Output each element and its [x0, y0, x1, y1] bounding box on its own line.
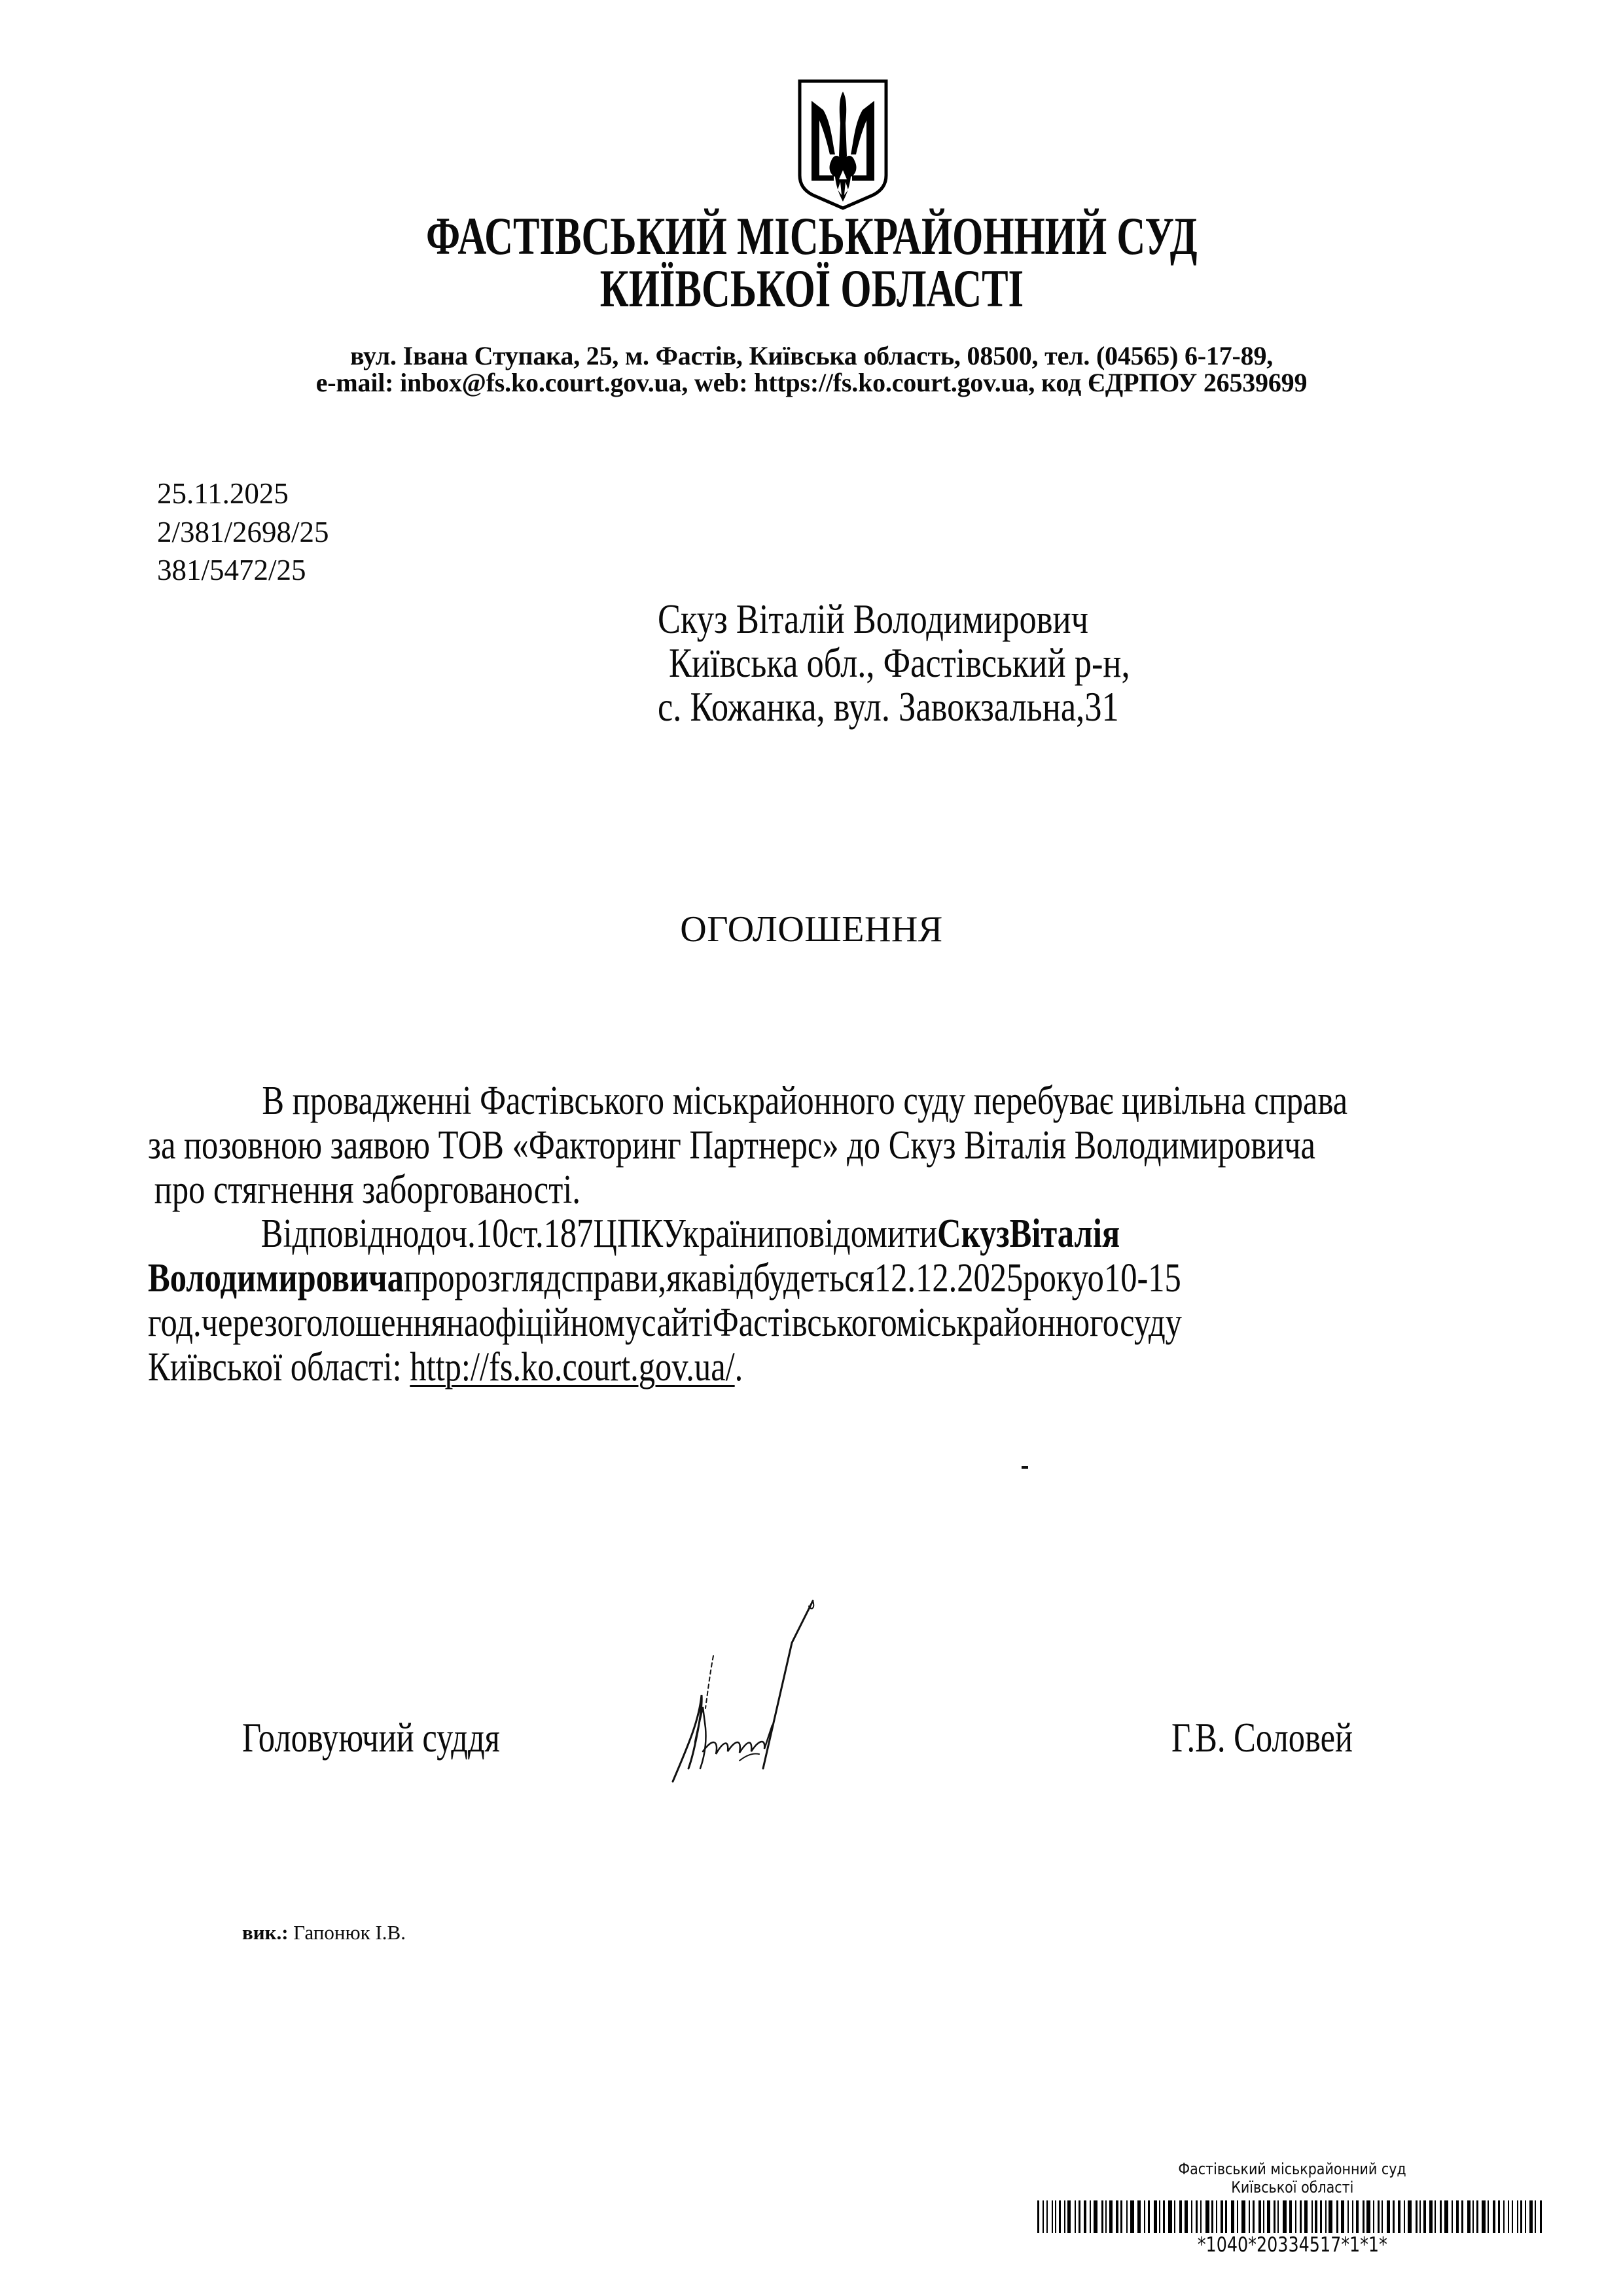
barcode-bar [1295, 2200, 1296, 2233]
barcode-bar [1540, 2200, 1542, 2233]
ukraine-trident-coat-of-arms-icon [794, 77, 891, 212]
barcode-bar [1525, 2200, 1526, 2233]
barcode-stamp [1034, 2160, 1551, 2256]
executor-note [242, 1921, 406, 1945]
barcode-bar [1408, 2200, 1412, 2233]
barcode-bar [1311, 2200, 1313, 2233]
barcode-bar [1416, 2200, 1418, 2233]
barcode-bar [1055, 2200, 1056, 2233]
recipient-address-line2: с. Кожанка, вул. Завокзальна,31 [658, 683, 1119, 730]
barcode-bar [1482, 2200, 1486, 2233]
word: ч.10 [450, 1211, 509, 1256]
recipient-block [658, 597, 1231, 728]
barcode-bar [1267, 2200, 1270, 2233]
executor-label: вик.: [242, 1921, 289, 1944]
paragraph1-line1: В провадженні Фастівського міськрайонного суду перебуває цивільна справа [262, 1079, 1348, 1123]
barcode-org-region: Київської області [1231, 2178, 1354, 2197]
barcode-bar [1043, 2200, 1044, 2233]
paragraph2-line2 [148, 1256, 1548, 1300]
barcode-bar [1387, 2200, 1390, 2233]
barcode-bar [1037, 2200, 1039, 2233]
word: офіційному [478, 1300, 642, 1345]
barcode-bar [1508, 2200, 1509, 2233]
barcode-bar [1520, 2200, 1522, 2233]
bold-word: Скуз [937, 1211, 1010, 1256]
barcode-bar [1079, 2200, 1080, 2233]
barcode-bar [1211, 2200, 1213, 2233]
word: сайті [641, 1300, 713, 1345]
barcode-bar [1325, 2200, 1327, 2233]
barcode-bar [1512, 2200, 1513, 2233]
barcode-bar [1221, 2200, 1223, 2233]
word: суду [1120, 1300, 1182, 1345]
barcode-bar [1472, 2200, 1474, 2233]
barcode-bar [1435, 2200, 1436, 2233]
barcode-bar [1467, 2200, 1471, 2233]
period: . [734, 1345, 743, 1390]
barcode-org-line1 [1034, 2160, 1551, 2178]
barcode-bar [1075, 2200, 1076, 2233]
barcode-bar [1094, 2200, 1097, 2233]
barcode-bar [1452, 2200, 1453, 2233]
barcode-bar [1277, 2200, 1279, 2233]
paragraph2-line1 [148, 1211, 1548, 1256]
barcode-bar [1444, 2200, 1448, 2233]
barcode-bar [1488, 2200, 1489, 2233]
word: 12.12.2025 [874, 1256, 1024, 1300]
barcode-bar [1373, 2200, 1374, 2233]
barcode-bar [1084, 2200, 1086, 2233]
barcode-bar [1126, 2200, 1128, 2233]
barcode-number-text: *1040*20334517*1*1* [1198, 2233, 1387, 2257]
barcode-bar [1398, 2200, 1400, 2233]
barcode-number [1034, 2234, 1551, 2256]
word: до [418, 1211, 451, 1256]
paragraph2-line4 [148, 1345, 1289, 1390]
barcode-bar [1456, 2200, 1459, 2233]
bold-defendant-name: Володимировича [148, 1256, 404, 1300]
word: ЦПК [593, 1211, 663, 1256]
barcode-bar [1440, 2200, 1442, 2233]
barcode-bar [1137, 2200, 1141, 2233]
executor-name: Гапонюк І.В. [293, 1921, 406, 1944]
barcode-bar [1225, 2200, 1227, 2233]
barcode-bar [1067, 2200, 1071, 2233]
barcode-bar [1304, 2200, 1308, 2233]
recipient-address-line1: Київська обл., Фастівський р-н, [669, 639, 1130, 686]
word: год. [148, 1300, 202, 1345]
word: міськрайонного [896, 1300, 1120, 1345]
barcode-bar [1185, 2200, 1188, 2233]
word: справи, [561, 1256, 667, 1300]
case-number: 2/381/2698/25 [157, 515, 329, 548]
bold-word: Віталія [1009, 1211, 1120, 1256]
barcode-bar [1101, 2200, 1103, 2233]
barcode-bar [1274, 2200, 1275, 2233]
court-name-text: ФАСТІВСЬКИЙ МІСЬКРАЙОННИЙ СУД [425, 206, 1198, 266]
barcode-bar [1363, 2200, 1364, 2233]
word: розгляд [454, 1256, 562, 1300]
barcode-bar [1535, 2200, 1536, 2233]
barcode-bar [1382, 2200, 1383, 2233]
court-web-contacts-line: e-mail: inbox@fs.ko.court.gov.ua, web: https://fs.ko.court.gov.ua, код ЄДРПОУ 26539699 [315, 368, 1308, 397]
barcode-bar [1109, 2200, 1113, 2233]
barcode-bar [1289, 2200, 1292, 2233]
barcode-org-line2 [1034, 2178, 1551, 2197]
word: яка [666, 1256, 712, 1300]
word: року [1023, 1256, 1088, 1300]
barcode-bar [1258, 2200, 1261, 2233]
presiding-judge-role: Головуючий суддя [242, 1714, 500, 1761]
barcode-icon [1037, 2200, 1548, 2233]
barcode-bar [1205, 2200, 1209, 2233]
barcode-bar [1120, 2200, 1122, 2233]
barcode-bar [1253, 2200, 1255, 2233]
word: Відповідно [260, 1211, 419, 1256]
barcode-bar [1174, 2200, 1175, 2233]
barcode-bar [1105, 2200, 1107, 2233]
court-address-line: вул. Івана Ступака, 25, м. Фастів, Київська область, 08500, тел. (04565) 6-17-89, [349, 341, 1274, 370]
barcode-bar [1064, 2200, 1065, 2233]
barcode-bar [1356, 2200, 1359, 2233]
barcode-bar [1263, 2200, 1264, 2233]
barcode-bar [1393, 2200, 1395, 2233]
barcode-bar [1196, 2200, 1198, 2233]
recipient-name: Скуз Віталій Володимирович [658, 596, 1089, 642]
word: відбудеться [711, 1256, 874, 1300]
word: України [662, 1211, 775, 1256]
barcode-bar [1329, 2200, 1332, 2233]
presiding-judge-label [242, 1715, 569, 1761]
word: про [403, 1256, 455, 1300]
barcode-bar [1191, 2200, 1192, 2233]
document-title: ОГОЛОШЕННЯ [680, 909, 943, 950]
barcode-bar [1423, 2200, 1426, 2233]
word: повідомити [774, 1211, 938, 1256]
word: ст.187 [508, 1211, 594, 1256]
registration-block [157, 475, 329, 590]
barcode-bar [1283, 2200, 1287, 2233]
court-name-line1 [0, 207, 1623, 266]
barcode-bar [1154, 2200, 1157, 2233]
word: Фастівського [712, 1300, 897, 1345]
scan-speck [1022, 1466, 1028, 1469]
barcode-bar [1216, 2200, 1217, 2233]
barcode-bar [1231, 2200, 1234, 2233]
barcode-bar [1237, 2200, 1238, 2233]
barcode-bar [1090, 2200, 1091, 2233]
barcode-bar [1366, 2200, 1370, 2233]
barcode-bar [1429, 2200, 1433, 2233]
court-contacts [0, 342, 1623, 396]
barcode-bar [1116, 2200, 1118, 2233]
barcode-bar [1249, 2200, 1250, 2233]
region-label: Київської області: [148, 1345, 410, 1390]
paragraph2-line3 [148, 1300, 1548, 1345]
barcode-bar [1163, 2200, 1165, 2233]
court-website-link[interactable]: http://fs.ko.court.gov.ua/ [410, 1345, 735, 1390]
barcode-bar [1352, 2200, 1353, 2233]
word: о [1087, 1256, 1104, 1300]
barcode-bar [1378, 2200, 1380, 2233]
barcode-bar [1241, 2200, 1245, 2233]
document-body [148, 1079, 1548, 1390]
word: на [446, 1300, 479, 1345]
barcode-bar [1419, 2200, 1421, 2233]
barcode-bar [1168, 2200, 1172, 2233]
barcode-bar [1404, 2200, 1405, 2233]
paragraph-hearing-notice [148, 1211, 1548, 1390]
outgoing-number: 381/5472/25 [157, 554, 306, 586]
barcode-bar [1503, 2200, 1505, 2233]
barcode-bar [1300, 2200, 1302, 2233]
court-name-line2 [0, 259, 1623, 318]
barcode-bar [1130, 2200, 1134, 2233]
word: оголошення [277, 1300, 446, 1345]
barcode-bar [1498, 2200, 1500, 2233]
judge-name-text: Г.В. Соловей [1171, 1714, 1353, 1761]
barcode-bar [1320, 2200, 1322, 2233]
barcode-bar [1046, 2200, 1048, 2233]
paragraph1-line3: про стягнення заборгованості. [154, 1168, 580, 1212]
barcode-bar [1493, 2200, 1495, 2233]
barcode-bar [1200, 2200, 1202, 2233]
handwritten-signature-icon [648, 1597, 910, 1787]
barcode-bar [1529, 2200, 1533, 2233]
barcode-bar [1315, 2200, 1317, 2233]
paragraph1-line2: за позовною заявою ТОВ «Факторинг Партнерс» до Скуз Віталія Володимировича [148, 1123, 1315, 1168]
judge-name [1171, 1715, 1401, 1761]
barcode-bar [1159, 2200, 1160, 2233]
barcode-bar [1179, 2200, 1182, 2233]
barcode-bar [1336, 2200, 1338, 2233]
barcode-bar [1341, 2200, 1344, 2233]
barcode-bar [1517, 2200, 1518, 2233]
word: 10-15 [1103, 1256, 1181, 1300]
barcode-bar [1461, 2200, 1463, 2233]
barcode-bar [1476, 2200, 1478, 2233]
barcode-bar [1144, 2200, 1145, 2233]
barcode-bar [1347, 2200, 1349, 2233]
court-region-text: КИЇВСЬКОЇ ОБЛАСТІ [599, 259, 1024, 318]
document-date: 25.11.2025 [157, 477, 289, 510]
barcode-org-name: Фастівський міськрайонний суд [1178, 2160, 1407, 2178]
barcode-bar [1059, 2200, 1061, 2233]
word: через [201, 1300, 277, 1345]
barcode-bar [1148, 2200, 1150, 2233]
paragraph-case-info [148, 1079, 1548, 1212]
barcode-bar [1052, 2200, 1053, 2233]
